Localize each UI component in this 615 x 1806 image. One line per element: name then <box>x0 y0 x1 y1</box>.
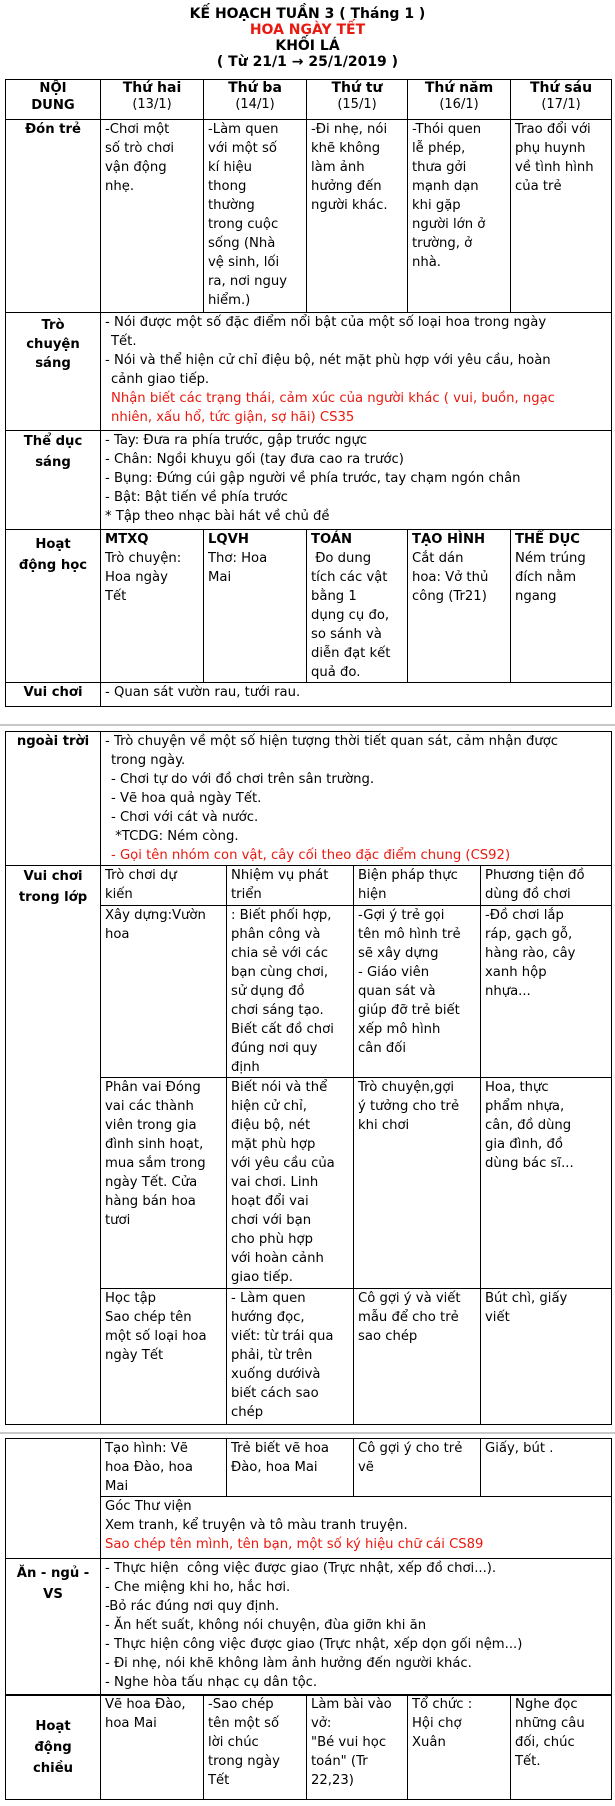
label-an-ngu: Ăn - ngủ - VS <box>6 1559 101 1696</box>
plan-table-3 <box>5 1438 612 1696</box>
cell-don-tre-tue: -Làm quen với một số kí hiệu thong thường trong cuộc sống (Nhà vệ sinh, lối ra, nơi nguy hiểm.) <box>204 120 307 313</box>
title-grade: KHỐI LÁ <box>275 38 340 54</box>
row-an-ngu <box>6 1559 612 1696</box>
row-ngoai-troi <box>6 732 612 866</box>
title-theme: HOA NGÀY TẾT <box>249 22 366 38</box>
cell-pv-tools: Hoa, thực phẩm nhựa, cân, đồ dùng gia đình, đồ dùng bác sĩ... <box>481 1078 612 1289</box>
cell-don-tre-fri: Trao đổi với phụ huynh về tình hình của trẻ <box>511 120 612 313</box>
cell-hdh-tue: LQVH Thơ: Hoa Mai <box>204 530 307 683</box>
plan-table-2 <box>5 731 612 1425</box>
cell-hdh-mon: MTXQ Trò chuyện: Hoa ngày Tết <box>101 530 204 683</box>
cs89-indicator: Sao chép tên mình, tên bạn, một số ký hiệu chữ cái CS89 <box>105 1537 484 1552</box>
day-thursday: Thứ năm (16/1) <box>408 80 511 120</box>
header-tro-choi: Trò chơi dự kiến <box>101 866 227 906</box>
cell-chieu-wed: Làm bài vào vở: "Bé vui học toán" (Tr 22,23) <box>307 1695 408 1800</box>
cell-hdh-thu: TẠO HÌNH Cắt dán hoa: Vở thủ công (Tr21) <box>408 530 511 683</box>
cell-chieu-thu: Tổ chức : Hội chợ Xuân <box>408 1695 511 1800</box>
cell-the-duc: - Tay: Đưa ra phía trước, gập trước ngực - Chân: Ngồi khuỵu gối (tay đưa cao ra trước) - Bụng: Đứng cúi gập người về phía trước, tay chạm ngón chân - Bật: Bật tiến về phía trước * Tập theo nhạc bài hát về chủ đề <box>101 431 612 530</box>
cell-xd-method: -Gợi ý trẻ gọi tên mô hình trẻ sẽ xây dựng - Giáo viên quan sát và giúp đỡ trẻ biết xếp mô hình cân đối <box>354 906 481 1078</box>
row-tao-hinh <box>6 1439 612 1497</box>
cell-chieu-fri: Nghe đọc những câu đối, chúc Tết. <box>511 1695 612 1800</box>
cell-don-tre-mon: -Chơi một số trò chơi vận động nhẹ. <box>101 120 204 313</box>
row-hoat-dong-hoc <box>6 530 612 683</box>
row-don-tre <box>6 120 612 313</box>
row-hoat-dong-chieu <box>6 1695 612 1800</box>
cell-xd-tools: -Đồ chơi lắp ráp, gạch gỗ, hàng rào, cây xanh hộp nhựa... <box>481 906 612 1078</box>
cell-pv-game: Phân vai Đóng vai các thành viên trong gia đình sinh hoạt, mua sắm trong ngày Tết. Cửa hàng bán hoa tươi <box>101 1078 227 1289</box>
day-header-row <box>6 80 612 120</box>
cell-xd-game: Xây dựng:Vườn hoa <box>101 906 227 1078</box>
label-the-duc: Thể dục sáng <box>6 431 101 530</box>
cell-chieu-mon: Vẽ hoa Đào, hoa Mai <box>101 1695 204 1800</box>
row-tro-chuyen <box>6 313 612 431</box>
cell-ngoai-troi: - Trò chuyện về một số hiện tượng thời tiết quan sát, cảm nhận được trong ngày. - Chơi tự do với đồ chơi trên sân trường. - Vẽ hoa quả ngày Tết. - Chơi với cát và nước. *TCDG: Ném còng. - Gọi tên nhóm con vật, cây cối theo đặc điểm chung (CS92) <box>101 732 612 866</box>
cell-ht-tools: Bút chì, giấy viết <box>481 1289 612 1425</box>
cell-don-tre-thu: -Thói quen lễ phép, thưa gởi mạnh dạn khi gặp người lớn ở trường, ở nhà. <box>408 120 511 313</box>
cell-thu-vien: Góc Thư viện Xem tranh, kể truyện và tô màu tranh truyện. Sao chép tên mình, tên bạn, một số ký hiệu chữ cái CS89 <box>101 1497 612 1559</box>
label-empty <box>6 1439 101 1559</box>
doc-title <box>0 6 615 70</box>
label-ngoai-troi: ngoài trời <box>6 732 101 866</box>
header-bien-phap: Biện pháp thực hiện <box>354 866 481 906</box>
plan-table-4 <box>5 1694 612 1800</box>
cell-an-ngu: - Thực hiện công việc được giao (Trực nhật, xếp đồ chơi...). - Che miệng khi ho, hắc hơi. -Bỏ rác đúng nơi quy định. - Ăn hết suất, không nói chuyện, đùa giỡn khi ăn - Thực hiện công việc được giao (Trực nhật, xếp dọn gối nệm...) - Đi nhẹ, nói khẽ không làm ảnh hưởng đến người khác. - Nghe hòa tấu nhạc cụ dân tộc. <box>101 1559 612 1696</box>
cell-hdh-fri: THỂ DỤC Ném trúng đích nằm ngang <box>511 530 612 683</box>
cell-don-tre-wed: -Đi nhẹ, nói khẽ không làm ảnh hưởng đến người khác. <box>307 120 408 313</box>
day-friday: Thứ sáu (17/1) <box>511 80 612 120</box>
cell-vui-choi: - Quan sát vườn rau, tưới rau. <box>101 683 612 707</box>
page-break <box>0 1432 615 1434</box>
cell-chieu-tue: -Sao chép tên một số lời chúc trong ngày Tết <box>204 1695 307 1800</box>
label-tro-chuyen: Trò chuyện sáng <box>6 313 101 431</box>
label-vui-choi: Vui chơi <box>6 683 101 707</box>
cell-ht-game: Học tập Sao chép tên một số loại hoa ngày Tết <box>101 1289 227 1425</box>
label-don-tre: Đón trẻ <box>6 120 101 313</box>
content-header: NỘI DUNG <box>6 80 101 120</box>
cs35-indicator: Nhận biết các trạng thái, cảm xúc của người khác ( vui, buồn, ngạc <box>111 391 555 406</box>
label-vui-choi-lop: Vui chơi trong lớp <box>6 866 101 1425</box>
cell-th-tools: Giấy, bút . <box>481 1439 612 1497</box>
row-the-duc <box>6 431 612 530</box>
header-phuong-tien: Phương tiện đồ dùng đồ chơi <box>481 866 612 906</box>
cell-ht-task: - Làm quen hướng đọc, viết: từ trái qua phải, từ trên xuống dướivà biết cách sao chép <box>227 1289 354 1425</box>
cell-tro-chuyen: - Nói được một số đặc điểm nổi bật của một số loại hoa trong ngày Tết. - Nói và thể hiện cử chỉ điệu bộ, nét mặt phù hợp với yêu cầu, hoàn cảnh giao tiếp. Nhận biết các trạng thái, cảm xúc của người khác ( vui, buồn, ngạc nhiên, xấu hổ, tức giận, sợ hãi) CS35 <box>101 313 612 431</box>
title-week: KẾ HOẠCH TUẦN 3 ( Tháng 1 ) <box>189 6 426 22</box>
day-tuesday: Thứ ba (14/1) <box>204 80 307 120</box>
cell-ht-method: Cô gợi ý và viết mẫu để cho trẻ sao chép <box>354 1289 481 1425</box>
row-vui-choi-lop-header <box>6 866 612 906</box>
cell-th-game: Tạo hình: Vẽ hoa Đào, hoa Mai <box>101 1439 227 1497</box>
day-wednesday: Thứ tư (15/1) <box>307 80 408 120</box>
row-vui-choi <box>6 683 612 707</box>
cell-th-method: Cô gợi ý cho trẻ vẽ <box>354 1439 481 1497</box>
plan-table-1 <box>5 79 612 707</box>
day-monday: Thứ hai (13/1) <box>101 80 204 120</box>
cell-th-task: Trẻ biết vẽ hoa Đào, hoa Mai <box>227 1439 354 1497</box>
label-hoat-dong: Hoạt động học <box>6 530 101 683</box>
cs92-indicator: - Gọi tên nhóm con vật, cây cối theo đặc điểm chung (CS92) <box>111 848 511 863</box>
cell-hdh-wed: TOÁN Đo dung tích các vật bằng 1 dụng cụ đo, so sánh và diễn đạt kết quả đo. <box>307 530 408 683</box>
page-break <box>0 724 615 726</box>
cell-xd-task: : Biết phối hợp, phân công và chia sẻ với các bạn cùng chơi, sử dụng đồ chơi sáng tạo. Biết cất đồ chơi đúng nơi quy định <box>227 906 354 1078</box>
cell-pv-method: Trò chuyện,gợi ý tưởng cho trẻ khi chơi <box>354 1078 481 1289</box>
title-dates: ( Từ 21/1 → 25/1/2019 ) <box>216 54 399 70</box>
label-chieu: Hoạt động chiều <box>6 1695 101 1800</box>
cell-pv-task: Biết nói và thể hiện cử chỉ, điệu bộ, nét mặt phù hợp với yêu cầu của vai chơi. Linh hoạt đổi vai chơi với bạn cho phù hợp với hoàn cảnh giao tiếp. <box>227 1078 354 1289</box>
header-nhiem-vu: Nhiệm vụ phát triển <box>227 866 354 906</box>
